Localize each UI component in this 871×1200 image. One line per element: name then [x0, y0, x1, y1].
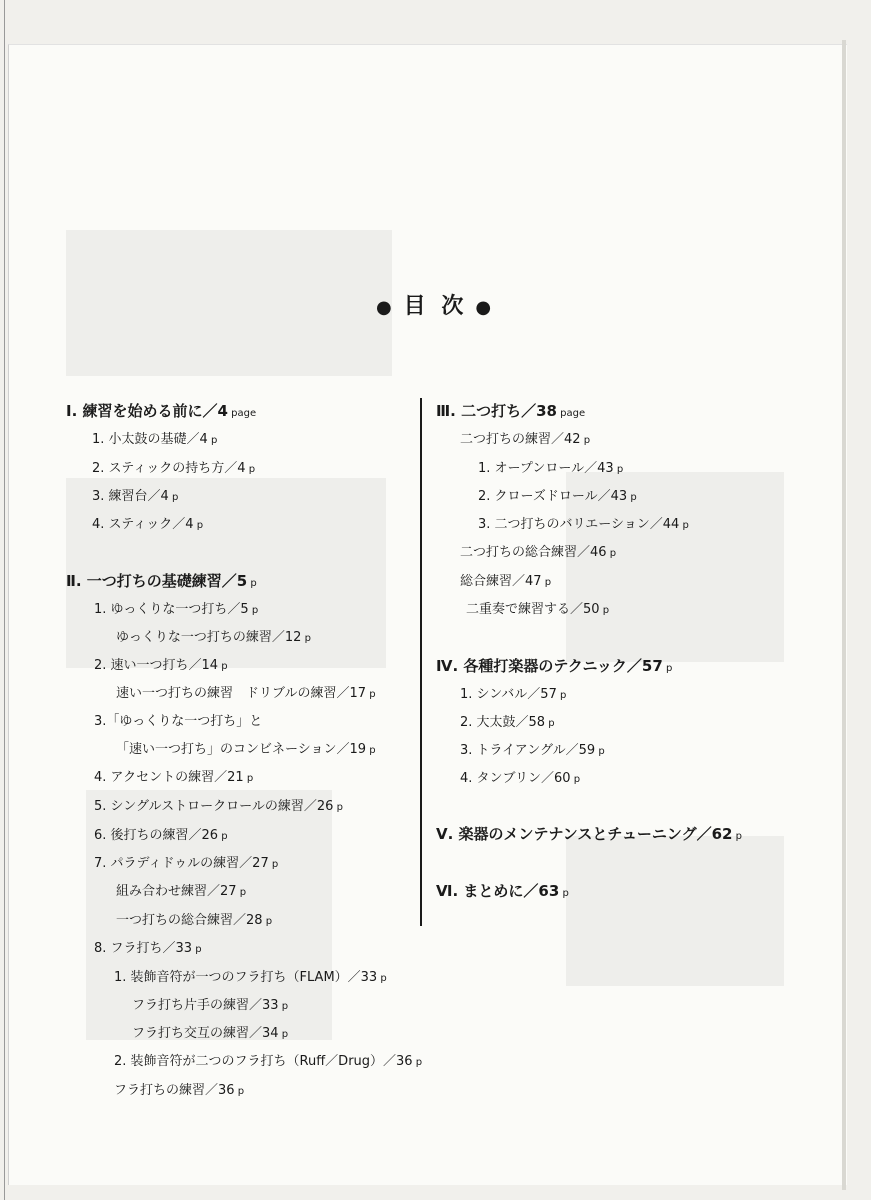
page-suffix: p [559, 888, 569, 899]
toc-entry [132, 1022, 288, 1041]
page-suffix: p [627, 492, 637, 503]
toc-entry-text: 5. シングルストロークロールの練習／26 [94, 799, 334, 814]
page-suffix: p [301, 633, 311, 644]
crop-mark [4, 0, 5, 1200]
toc-entry-text: 6. 後打ちの練習／26 [94, 828, 219, 843]
page-suffix: p [606, 548, 617, 559]
toc-entry-text: 3. 練習台／4 [92, 489, 169, 504]
page-suffix: p [218, 831, 228, 842]
page-suffix: page [556, 408, 586, 419]
toc-title-text: 目 次 [403, 294, 468, 319]
page-suffix: p [580, 435, 591, 446]
toc-entry-text: 1. ゆっくりな一つ打ち／5 [94, 602, 249, 617]
page-suffix: p [333, 802, 343, 813]
toc-entry [478, 485, 637, 504]
toc-entry [460, 428, 590, 447]
toc-entry-text: 二つ打ちの練習／42 [460, 432, 581, 447]
toc-entry [94, 654, 228, 673]
toc-section [436, 823, 742, 844]
toc-entry-text: 1. 装飾音符が一つのフラ打ち（FLAM）／33 [114, 970, 378, 985]
toc-section [436, 880, 569, 901]
toc-entry-text: 1. オープンロール／43 [478, 461, 614, 476]
toc-entry-text: 「速い一つ打ち」のコンビネーション／19 [116, 742, 367, 757]
toc-entry-text: Ⅳ. 各種打楽器のテクニック／57 [436, 657, 663, 675]
toc-entry [94, 824, 228, 843]
toc-entry-text: 4. タンブリン／60 [460, 771, 571, 786]
page-suffix: page [227, 408, 257, 419]
toc-entry [94, 598, 258, 617]
toc-entry [114, 966, 387, 985]
toc-entry-text: Ⅰ. 練習を始める前に／4 [66, 402, 228, 420]
page-suffix: p [545, 718, 555, 729]
page-suffix: p [248, 605, 259, 616]
page-suffix: p [236, 887, 247, 898]
page-suffix: p [245, 464, 256, 475]
bullet-icon: ● [475, 297, 496, 318]
column-divider [420, 398, 422, 926]
toc-entry-text: フラ打ち片手の練習／33 [132, 998, 279, 1013]
toc-entry [116, 880, 246, 899]
toc-entry-text: Ⅴ. 楽器のメンテナンスとチューニング／62 [436, 825, 733, 843]
toc-entry-text: 1. 小太鼓の基礎／4 [92, 432, 208, 447]
toc-entry-text: 2. 速い一つ打ち／14 [94, 658, 219, 673]
page-suffix: p [570, 774, 581, 785]
page-suffix: p [377, 973, 387, 984]
page-suffix: p [278, 1001, 289, 1012]
page-suffix: p [268, 859, 279, 870]
toc-entry [94, 937, 202, 956]
toc-entry-text: 3. 二つ打ちのバリエーション／44 [478, 517, 680, 532]
toc-entry-text: 総合練習／47 [460, 574, 542, 589]
toc-entry [460, 767, 580, 786]
page-suffix: p [168, 492, 179, 503]
toc-entry-text: 一つ打ちの総合練習／28 [116, 913, 263, 928]
toc-entry-text: 8. フラ打ち／33 [94, 941, 193, 956]
toc-entry-text: Ⅱ. 一つ打ちの基礎練習／5 [66, 572, 248, 590]
toc-entry [460, 541, 616, 560]
toc-entry-text: フラ打ちの練習／36 [114, 1083, 235, 1098]
toc-section [436, 655, 672, 676]
toc-entry [92, 457, 255, 476]
toc-entry [94, 710, 262, 729]
page-suffix: p [278, 1029, 289, 1040]
toc-entry [466, 598, 609, 617]
toc-entry-text: Ⅵ. まとめに／63 [436, 882, 560, 900]
toc-entry [478, 513, 689, 532]
toc-entry-text: 4. スティック／4 [92, 517, 194, 532]
toc-entry [460, 570, 551, 589]
page-suffix: p [613, 464, 624, 475]
toc-entry [116, 909, 272, 928]
page-suffix: p [541, 577, 552, 588]
toc-entry [116, 738, 376, 757]
toc-entry [114, 1079, 244, 1098]
page-suffix: p [412, 1057, 423, 1068]
toc-entry-text: 3.「ゆっくりな一つ打ち」と [94, 714, 263, 729]
page-suffix: p [218, 661, 228, 672]
page-suffix: p [262, 916, 273, 927]
toc-entry [116, 682, 376, 701]
page-edge [842, 40, 846, 1190]
toc-entry-text: 2. 大太鼓／58 [460, 715, 546, 730]
toc-entry [460, 739, 605, 758]
toc-entry-text: 1. シンバル／57 [460, 687, 557, 702]
toc-entry [94, 795, 343, 814]
toc-entry-text: 2. 装飾音符が二つのフラ打ち（Ruff／Drug）／36 [114, 1054, 413, 1069]
toc-entry [92, 513, 203, 532]
toc-entry-text: 二つ打ちの総合練習／46 [460, 545, 607, 560]
toc-entry [114, 1050, 422, 1069]
toc-entry-text: 7. パラディドゥルの練習／27 [94, 856, 269, 871]
page-suffix: p [366, 745, 376, 756]
page-suffix: p [243, 773, 254, 784]
page-suffix: p [556, 690, 567, 701]
toc-entry [116, 626, 311, 645]
page-suffix: p [234, 1086, 245, 1097]
toc-entry [460, 711, 555, 730]
toc-entry-text: ゆっくりな一つ打ちの練習／12 [116, 630, 302, 645]
page-suffix: p [662, 663, 673, 674]
toc-section [66, 570, 257, 591]
toc-entry [92, 428, 217, 447]
toc-entry [94, 852, 278, 871]
toc-entry-text: 2. スティックの持ち方／4 [92, 461, 246, 476]
toc-entry-text: 4. アクセントの練習／21 [94, 770, 244, 785]
toc-entry-text: 3. トライアングル／59 [460, 743, 596, 758]
toc-title [0, 289, 871, 320]
toc-section [436, 400, 585, 421]
toc-entry-text: 組み合わせ練習／27 [116, 884, 237, 899]
toc-section [66, 400, 256, 421]
page-suffix: p [193, 520, 204, 531]
toc-entry [94, 766, 253, 785]
toc-entry-text: 2. クローズドロール／43 [478, 489, 628, 504]
page-suffix: p [366, 689, 376, 700]
bleed-through-photo [566, 836, 784, 986]
page-suffix: p [247, 578, 257, 589]
page-suffix: p [207, 435, 218, 446]
page-suffix: p [679, 520, 689, 531]
page-suffix: p [599, 605, 610, 616]
toc-entry [478, 457, 623, 476]
page-suffix: p [595, 746, 605, 757]
toc-entry-text: Ⅲ. 二つ打ち／38 [436, 402, 557, 420]
toc-entry [460, 683, 566, 702]
toc-entry-text: 二重奏で練習する／50 [466, 602, 600, 617]
toc-entry-text: フラ打ち交互の練習／34 [132, 1026, 279, 1041]
bullet-icon: ● [375, 297, 396, 318]
page-suffix: p [732, 831, 742, 842]
page-suffix: p [192, 944, 202, 955]
toc-entry [132, 994, 288, 1013]
toc-entry [92, 485, 178, 504]
toc-entry-text: 速い一つ打ちの練習 ドリブルの練習／17 [116, 686, 367, 701]
